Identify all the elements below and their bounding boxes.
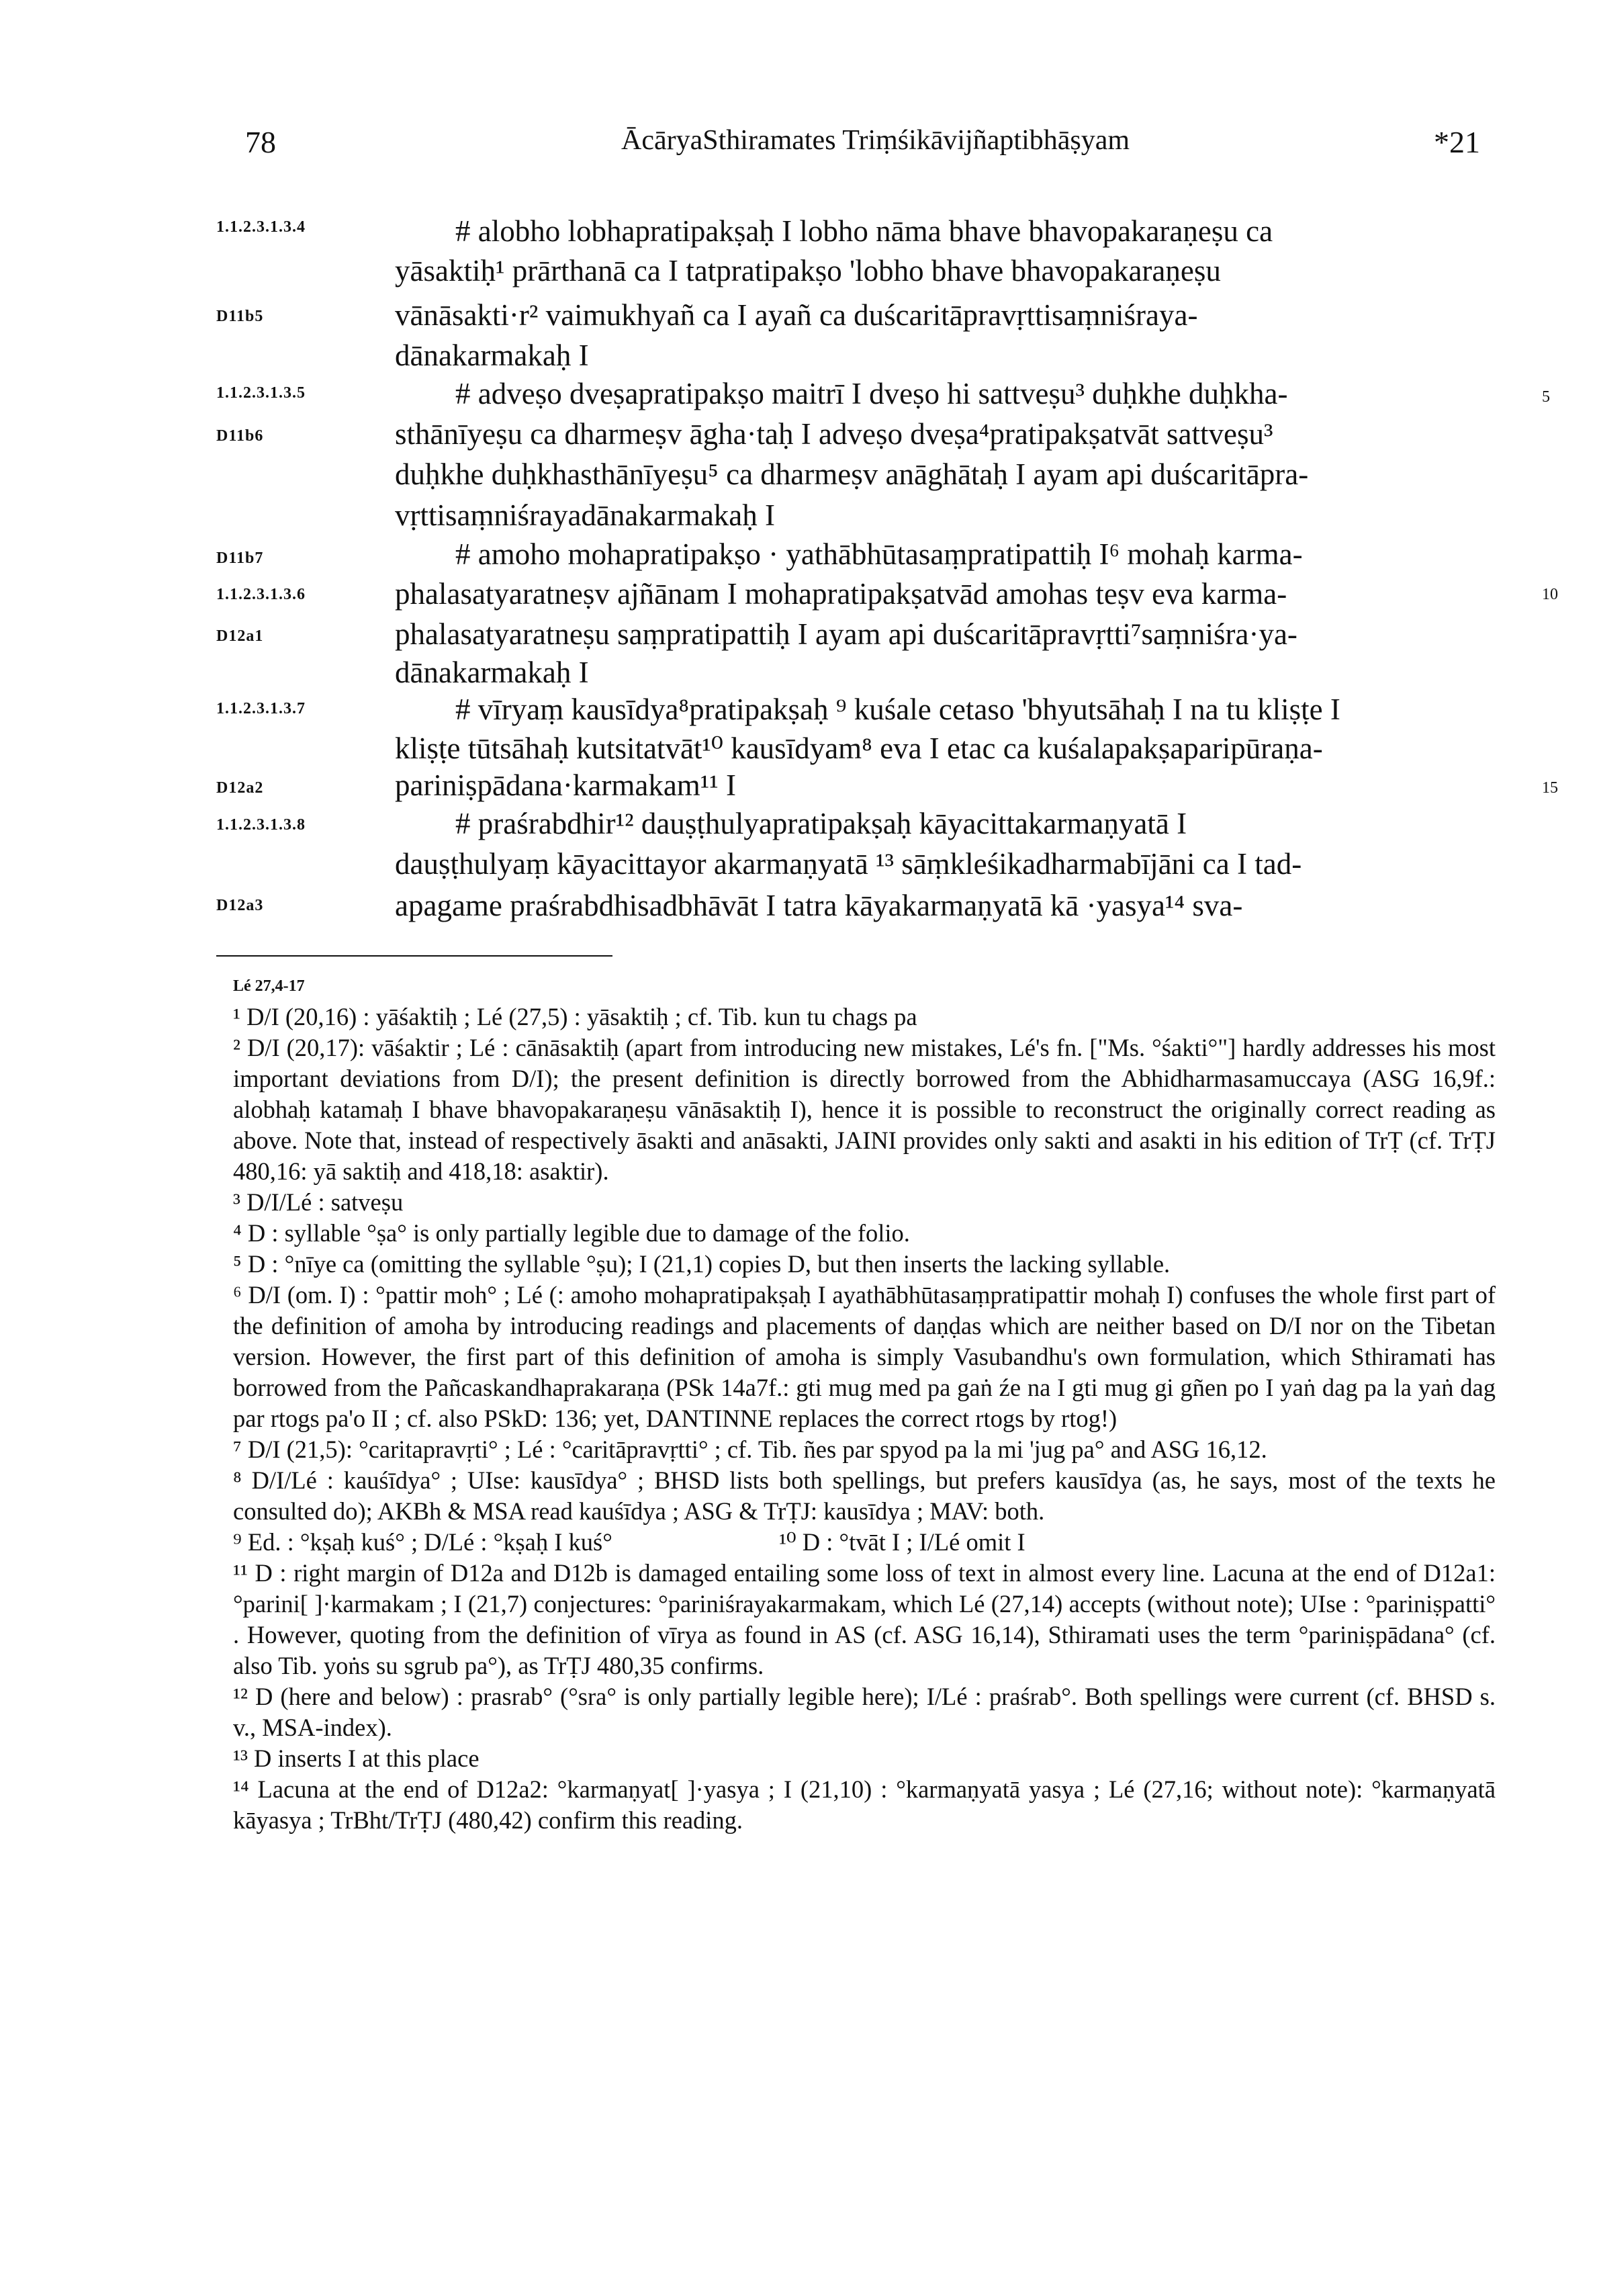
text-line: dauṣṭhulyaṃ kāyacittayor akarmaṇyatā ¹³ sāṃkleśikadharmabījāni ca I tad- [395,847,1302,881]
page-number: 78 [245,125,276,159]
footnote-9: ⁹ Ed. : °kṣaḥ kuś° ; D/Lé : °kṣaḥ I kuś° [233,1528,612,1556]
footnote: ¹ D/I (20,16) : yāśaktiḥ ; Lé (27,5) : yāsaktiḥ ; cf. Tib. kun tu chags pa [233,1003,917,1030]
line-number: 5 [1542,388,1550,406]
line-number: 15 [1542,779,1558,797]
text-line: vānāsakti·r² vaimukhyañ ca I ayañ ca duścaritāpravṛttisaṃniśraya- [395,298,1198,332]
margin-label: 1.1.2.3.1.3.5 [216,384,306,402]
text-line: apagame praśrabdhisadbhāvāt I tatra kāyakarmaṇyatā kā ·yasya¹⁴ sva- [395,889,1243,922]
margin-label: 1.1.2.3.1.3.4 [216,218,306,236]
text-line: pariniṣpādana·karmakam¹¹ I [395,768,737,802]
footnote [233,1527,1496,1558]
footnote-source: Lé 27,4-17 [233,977,305,995]
text-line: # adveṣo dveṣapratipakṣo maitrī I dveṣo hi sattveṣu³ duḥkhe duḥkha- [455,377,1288,410]
section-ref: *21 [1434,125,1480,159]
line-number: 10 [1542,586,1558,603]
footnote: ¹³ D inserts I at this place [233,1745,480,1772]
footnote: ⁸ D/I/Lé : kauśīdya° ; UIse: kausīdya° ; BHSD lists both spellings, but prefers kausīdya (as, he says, most of the texts he consulted do); AKBh & MSA read kauśīdya ; ASG & TrṬJ: kausīdya ; MAV: both. [233,1466,1496,1525]
text-line: # vīryaṃ kausīdya⁸pratipakṣaḥ ⁹ kuśale cetaso 'bhyutsāhaḥ I na tu kliṣṭe I [455,693,1340,726]
text-line: # amoho mohapratipakṣo · yathābhūtasaṃpratipattiḥ I⁶ mohaḥ karma- [455,537,1303,571]
footnote: ¹⁴ Lacuna at the end of D12a2: °karmaṇyat[ ]·yasya ; I (21,10) : °karmaṇyatā yasya ; Lé (27,16; without note): °karmaṇyatā kāyasya ; TrBht/TrṬJ (480,42) confirm this reading. [233,1775,1496,1834]
text-line: dānakarmakaḥ I [395,339,589,372]
margin-label: 1.1.2.3.1.3.8 [216,816,306,834]
footnotes [233,971,1496,1836]
footnote: ⁴ D : syllable °ṣa° is only partially legible due to damage of the folio. [233,1219,910,1247]
text-line: phalasatyaratneṣv ajñānam I mohapratipakṣatvād amohas teṣv eva karma- [395,577,1287,611]
margin-label: D11b5 [216,308,264,325]
text-line: dānakarmakaḥ I [395,656,589,689]
text-line: # alobho lobhapratipakṣaḥ I lobho nāma bhave bhavopakaraṇeṣu ca [455,214,1273,248]
text-line: vṛttisaṃniśrayadānakarmakaḥ I [395,498,776,532]
footnote: ¹² D (here and below) : prasrab° (°sra° is only partially legible here); I/Lé : praśrab°. Both spellings were current (cf. BHSD s. v., MSA-index). [233,1683,1496,1741]
text-line: kliṣṭe tūtsāhaḥ kutsitatvāt¹⁰ kausīdyam⁸ eva I etac ca kuśalapakṣaparipūraṇa- [395,732,1323,765]
running-title: ĀcāryaSthiramates Triṃśikāvijñaptibhāṣyam [621,125,1130,156]
text-line: sthānīyeṣu ca dharmeṣv āgha·taḥ I adveṣo dveṣa⁴pratipakṣatvāt sattveṣu³ [395,417,1273,451]
footnote: ¹¹ D : right margin of D12a and D12b is damaged entailing some loss of text in almost every line. Lacuna at the end of D12a1: °parini[ ]·karmakam ; I (21,7) conjectures: °pariniśrayakarmakam, which Lé (27,14) accepts (without note); UIse : °pariniṣpatti° . However, quoting from the definition of vīrya as found in AS (cf. ASG 16,14), Sthiramati uses the term °pariniṣpādana° (cf. also Tib. yoṅs su sgrub pa°), as TrṬJ 480,35 confirms. [233,1559,1496,1679]
text-line: phalasatyaratneṣu saṃpratipattiḥ I ayam api duścaritāpravṛtti⁷saṃniśra·ya- [395,617,1297,651]
footnote: ⁶ D/I (om. I) : °pattir moh° ; Lé (: amoho mohapratipakṣaḥ I ayathābhūtasaṃpratipattir mohaḥ I) confuses the whole first part of the definition of amoha by introducing readings and placements of daṇḍas which are neither based on D/I nor on the Tibetan version. However, the first part of this definition of amoha is simply Vasubandhu's own formulation, which Sthiramati has borrowed from the Pañcaskandhaprakaraṇa (PSk 14a7f.: gti mug med pa gaṅ źe na I gti mug gi gñen po I yaṅ dag pa la yaṅ dag par rtogs pa'o II ; cf. also PSkD: 136; yet, DANTINNE replaces the correct rtogs by rtog!) [233,1281,1496,1432]
footnote: ² D/I (20,17): vāśaktir ; Lé : cānāsaktiḥ (apart from introducing new mistakes, Lé's fn. ["Ms. °śakti°"] hardly addresses his most important deviations from D/I); the present definition is directly borrowed from the Abhidharmasamuccaya (ASG 16,9f.: alobhaḥ katamaḥ I bhave bhavopakaraṇeṣu vānāsaktiḥ I), hence it is possible to reconstruct the originally correct reading as above. Note that, instead of respectively āsakti and anāsakti, JAINI provides only sakti and asakti in his edition of TrṬ (cf. TrṬJ 480,16: yā saktiḥ and 418,18: asaktir). [233,1034,1496,1185]
margin-label: 1.1.2.3.1.3.7 [216,700,306,717]
margin-label: D12a2 [216,779,264,797]
footnote-10: ¹⁰ D : °tvāt I ; I/Lé omit I [779,1528,1025,1556]
text-line: yāsaktiḥ¹ prārthanā ca I tatpratipakṣo 'lobho bhave bhavopakaraṇeṣu [395,254,1221,288]
margin-label: D12a3 [216,897,264,914]
text-line: # praśrabdhir¹² dauṣṭhulyapratipakṣaḥ kāyacittakarmaṇyatā I [455,807,1187,840]
margin-label: D11b6 [216,427,264,445]
footnote: ³ D/I/Lé : satveṣu [233,1188,404,1216]
margin-label: D12a1 [216,627,264,645]
text-line: duḥkhe duḥkhasthānīyeṣu⁵ ca dharmeṣv anāghātaḥ I ayam api duścaritāpra- [395,457,1309,491]
margin-label: 1.1.2.3.1.3.6 [216,586,306,603]
margin-label: D11b7 [216,549,264,567]
footnote-rule [216,955,612,957]
footnote: ⁷ D/I (21,5): °caritapravṛti° ; Lé : °caritāpravṛtti° ; cf. Tib. ñes par spyod pa la mi 'jug pa° and ASG 16,12. [233,1436,1267,1463]
footnote: ⁵ D : °nīye ca (omitting the syllable °ṣu); I (21,1) copies D, but then inserts the lacking syllable. [233,1250,1171,1278]
